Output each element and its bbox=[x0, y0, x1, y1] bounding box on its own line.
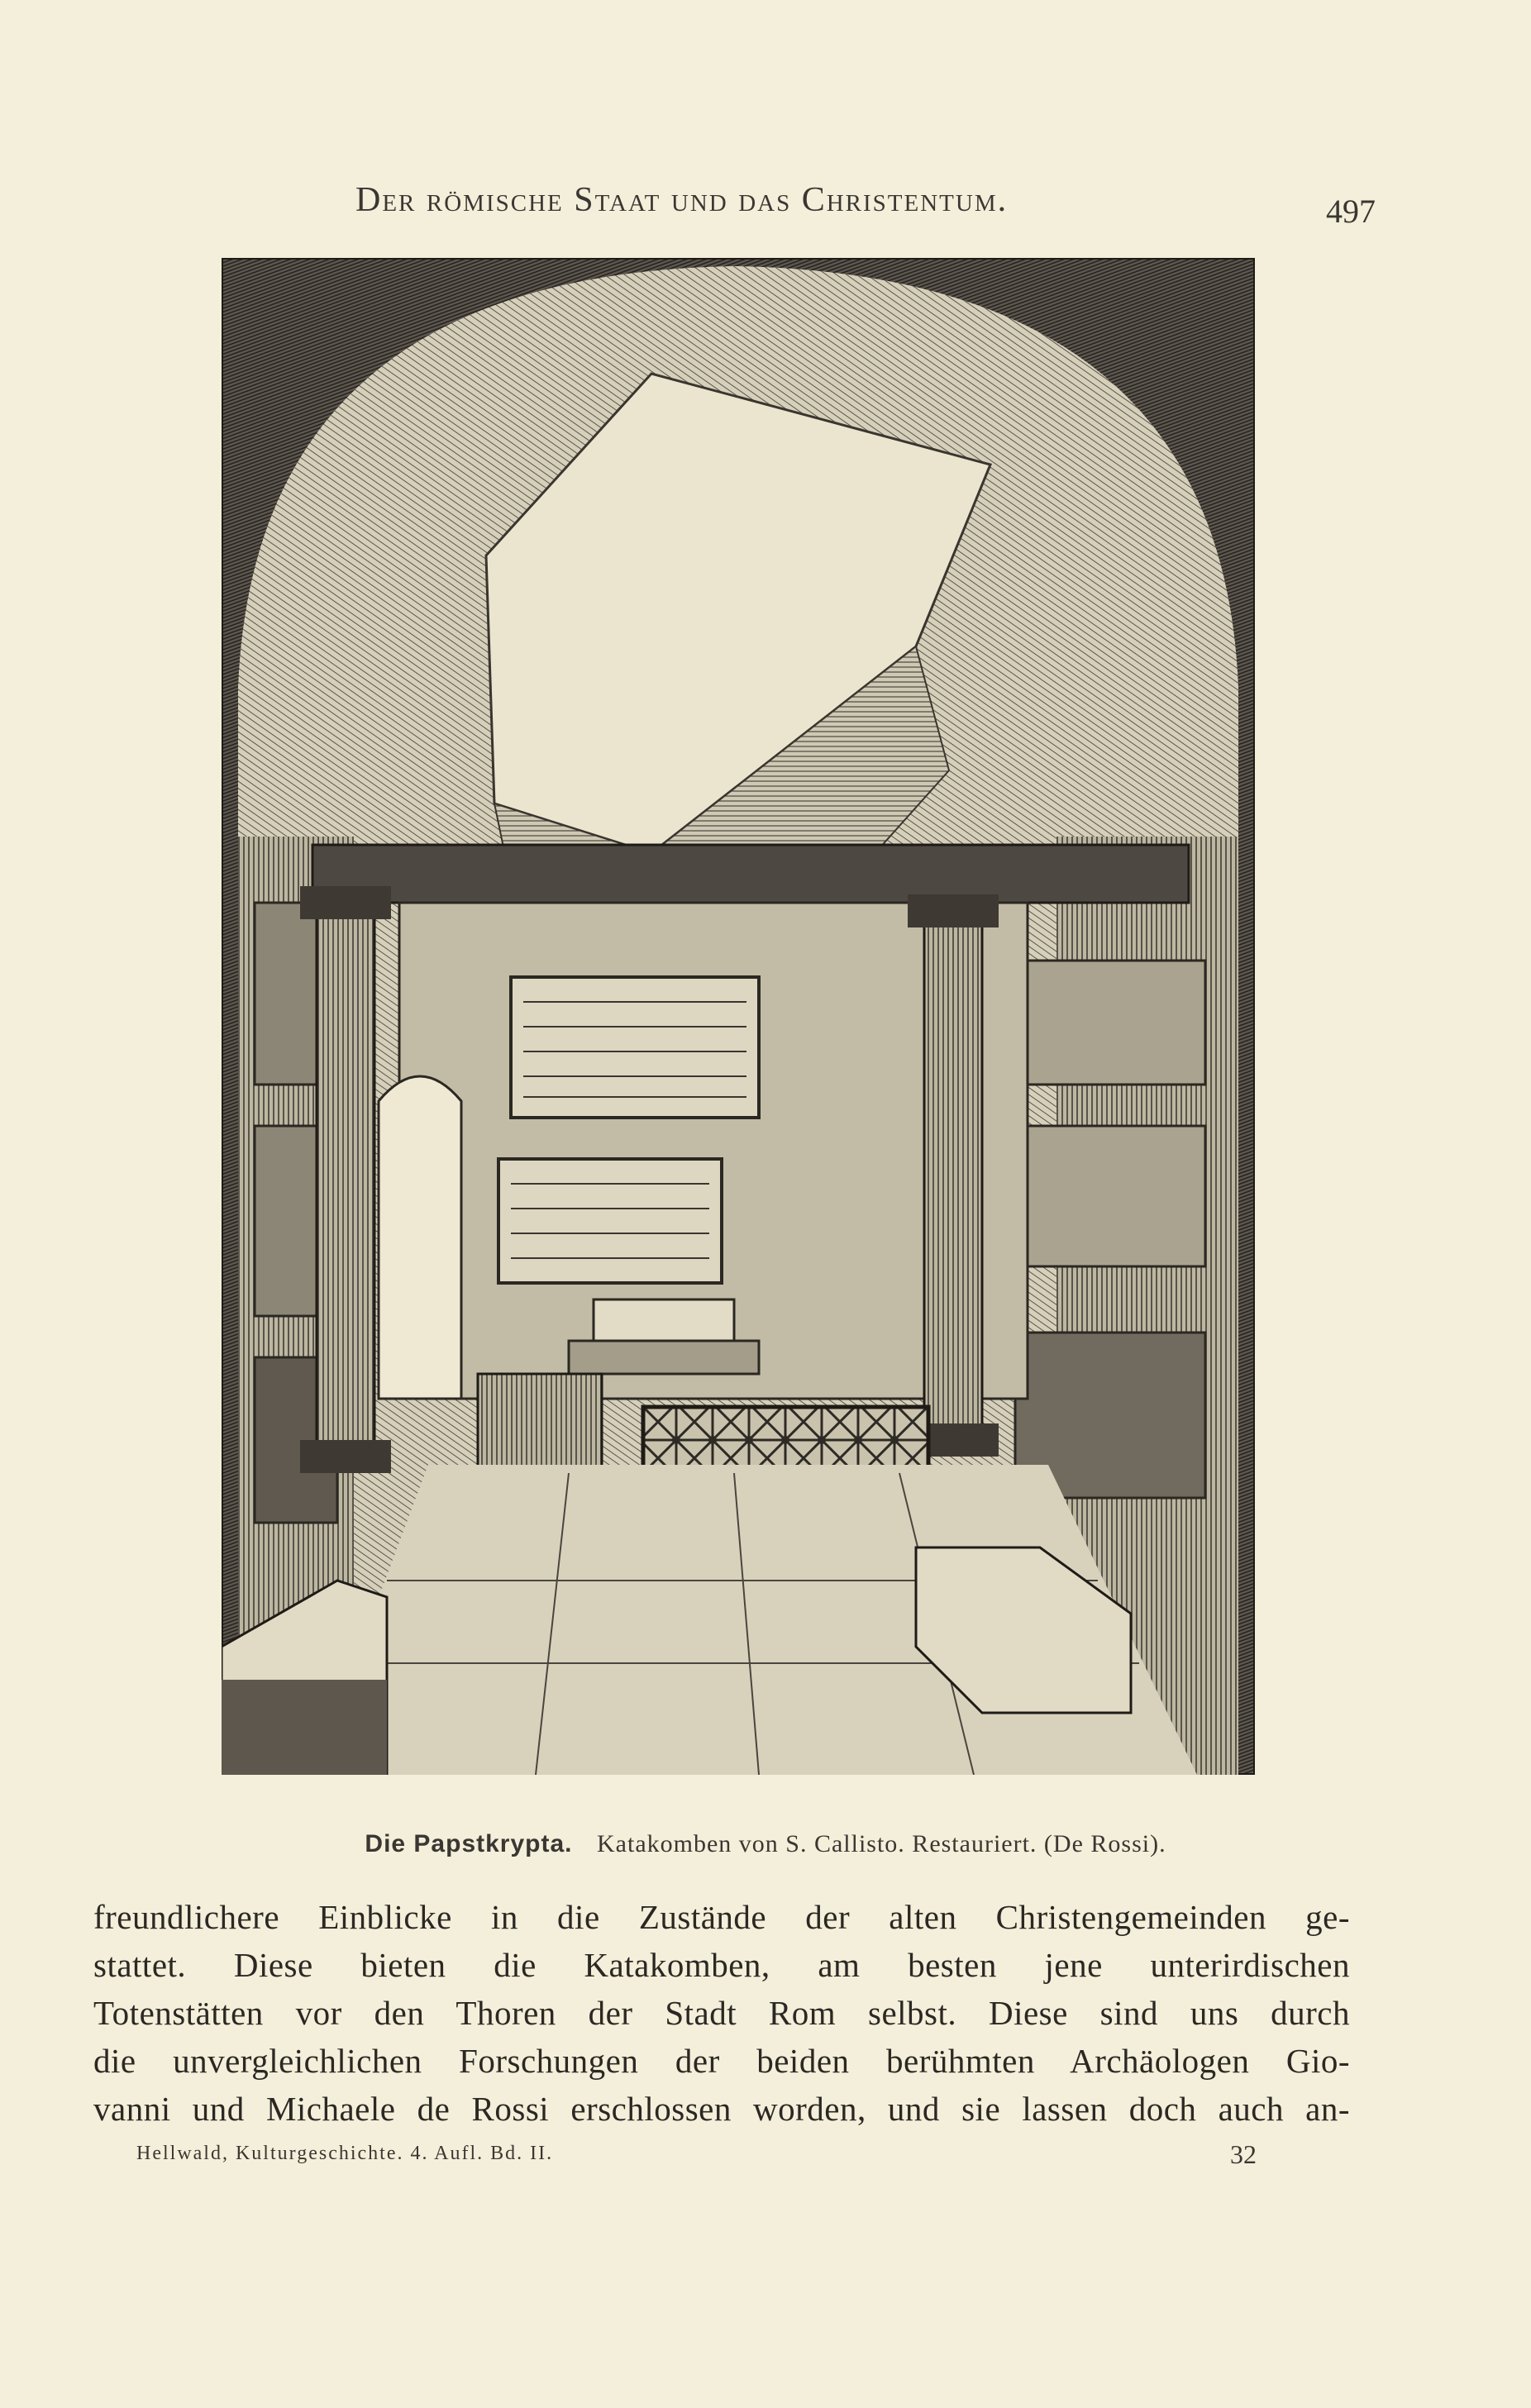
running-head bbox=[0, 180, 1531, 230]
text-line: freundlichere Einblicke in die Zustände der alten Christengemeinden ge- bbox=[93, 1898, 1350, 1936]
caption-lead: Die Papstkrypta. bbox=[365, 1830, 573, 1857]
page-number: 497 bbox=[1326, 193, 1376, 230]
footer-citation: Hellwald, Kulturgeschichte. 4. Aufl. Bd. II. bbox=[136, 2143, 554, 2164]
body-text bbox=[93, 1893, 1350, 2133]
footer bbox=[0, 2134, 1531, 2176]
text-line: Totenstätten vor den Thoren der Stadt Rom selbst. Diese sind uns durch bbox=[93, 1994, 1350, 2032]
figure-caption bbox=[0, 1830, 1531, 1858]
text-line: vanni und Michaele de Rossi erschlossen worden, und sie lassen doch auch an- bbox=[93, 2090, 1350, 2128]
caption-rest: Katakomben von S. Callisto. Restauriert. (De Rossi). bbox=[597, 1830, 1166, 1857]
text-line: die unvergleichlichen Forschungen der beiden berühmten Archäologen Gio- bbox=[93, 2042, 1350, 2080]
text-line: stattet. Diese bieten die Katakomben, am besten jene unterirdischen bbox=[93, 1946, 1350, 1984]
running-title: Der römische Staat und das Christentum. bbox=[355, 181, 1009, 219]
signature-mark: 32 bbox=[1230, 2139, 1257, 2169]
crypt-engraving bbox=[222, 258, 1255, 1775]
